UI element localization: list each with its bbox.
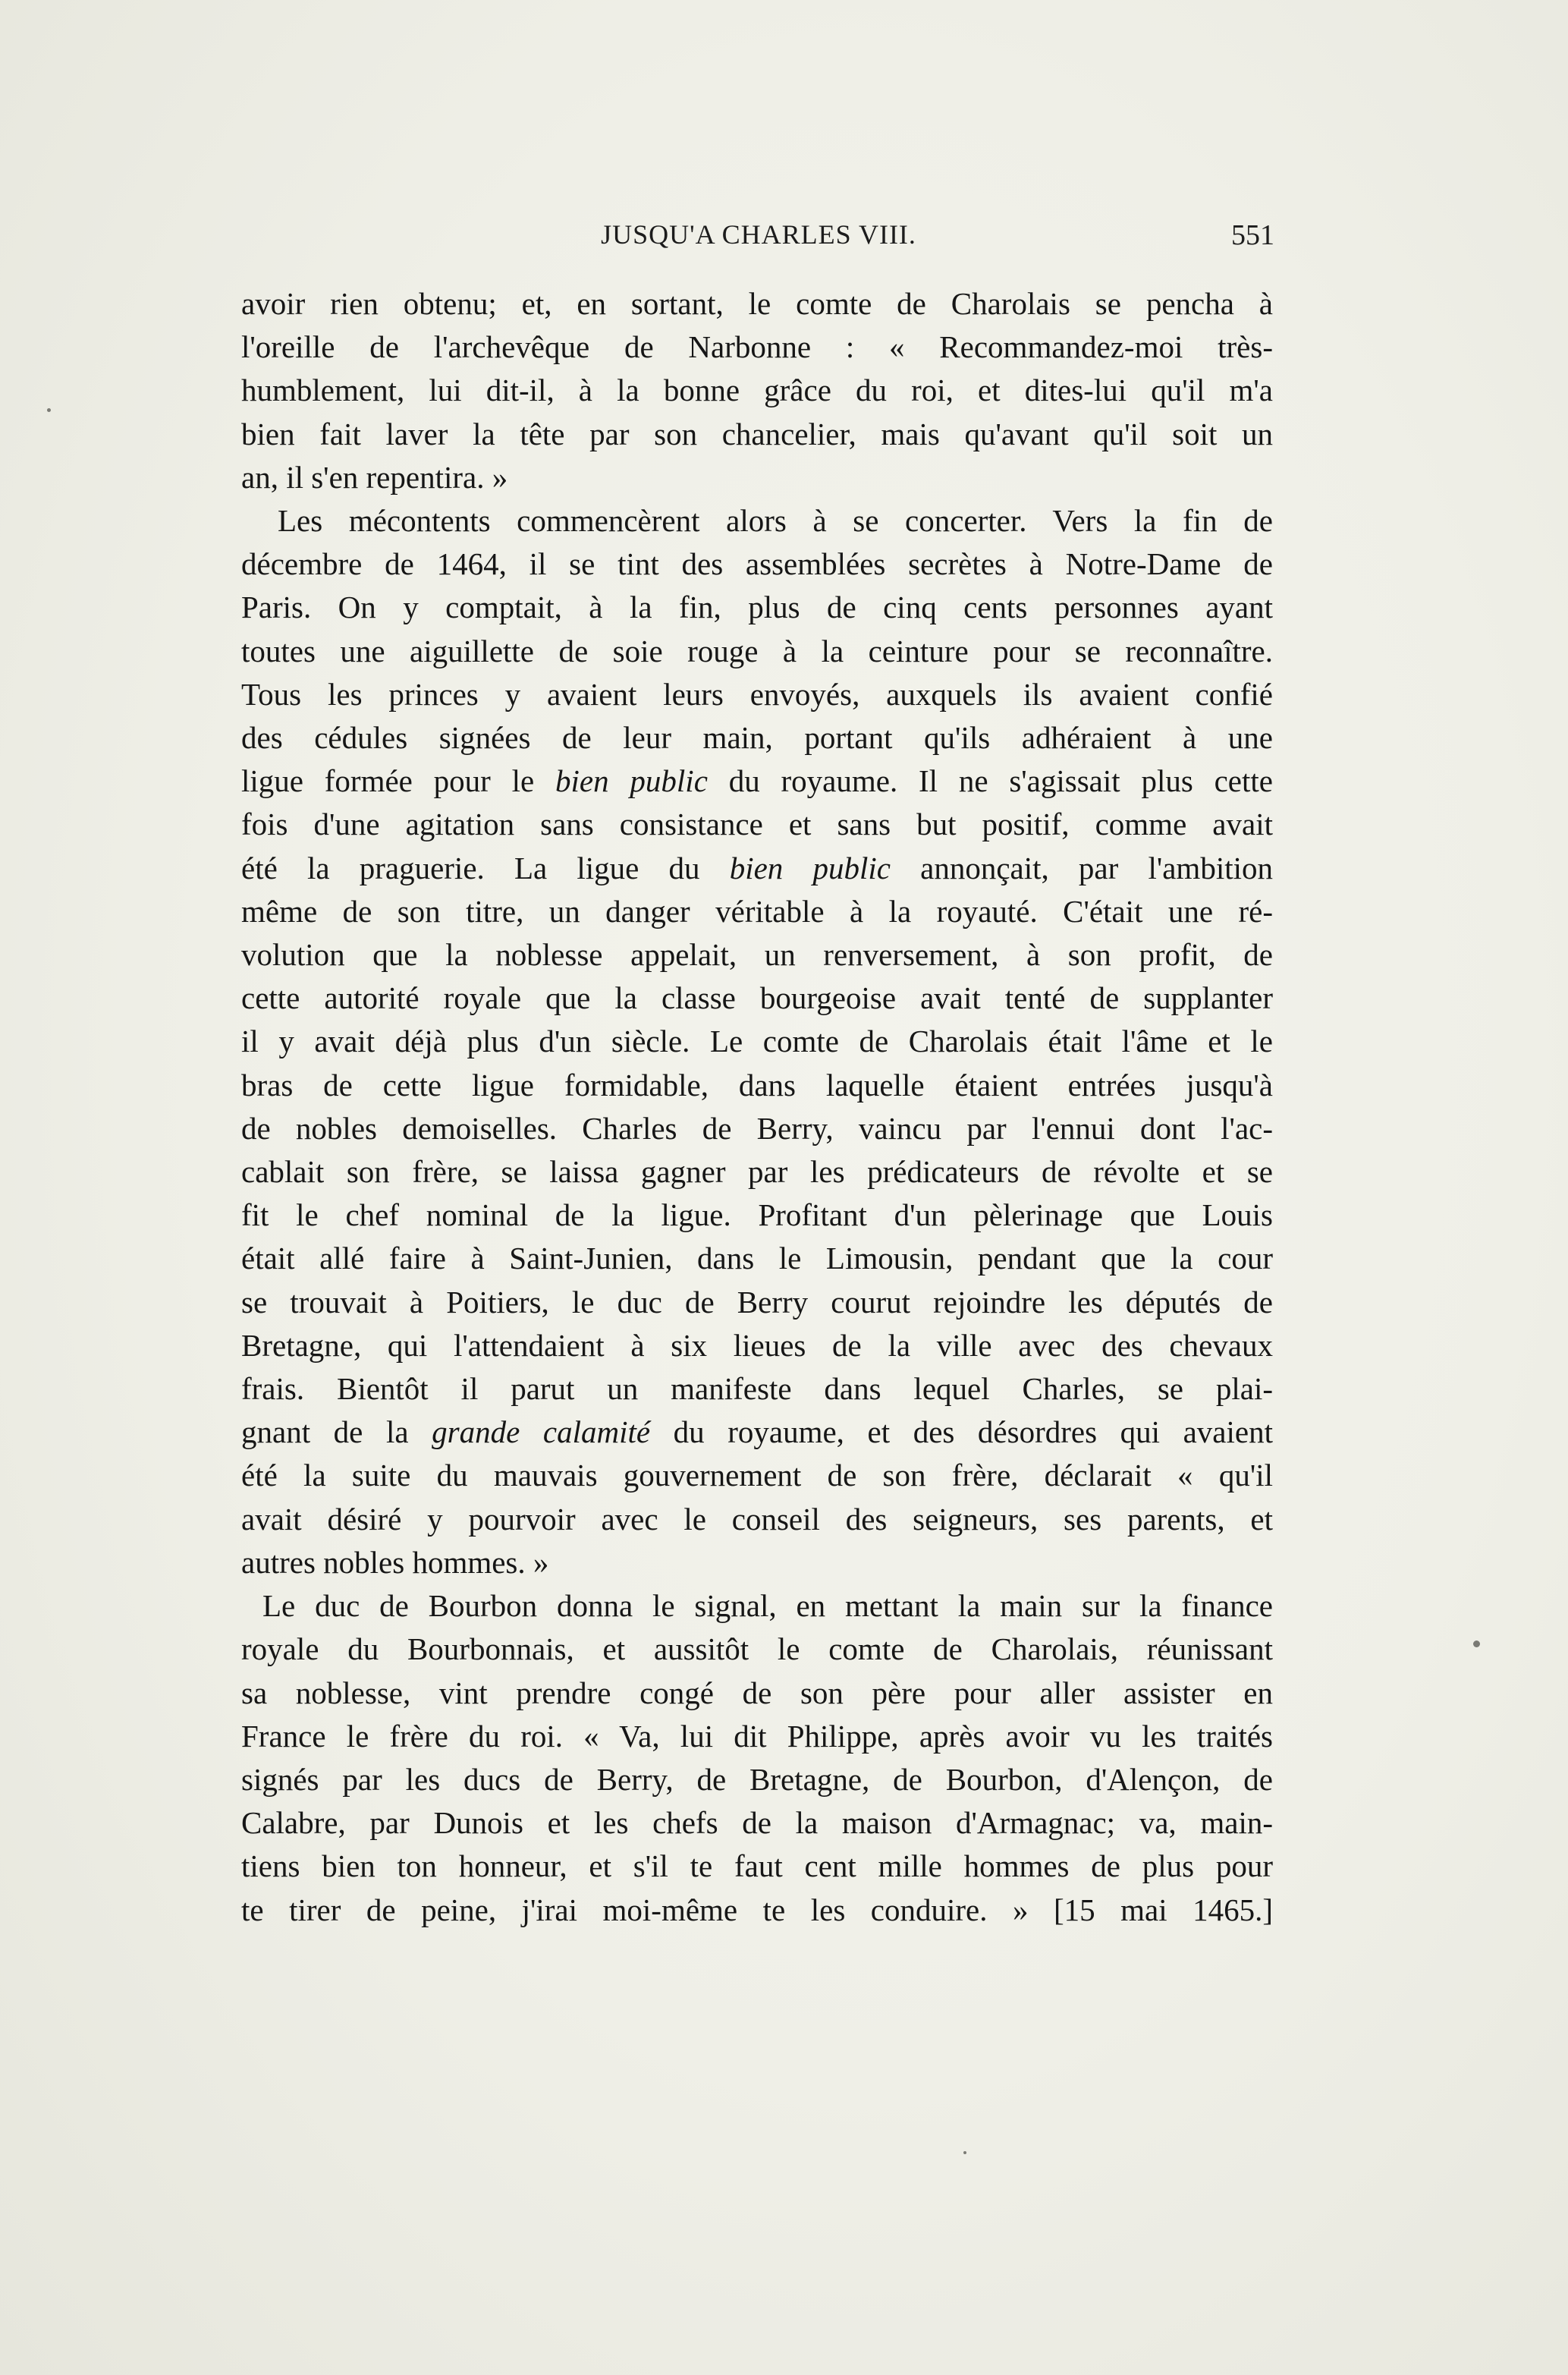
text-line: ligue formée pour le bien public du royaume. Il ne s'agissait plus cette <box>241 763 1273 799</box>
text-line: été la praguerie. La ligue du bien public annonçait, par l'ambition <box>241 850 1273 886</box>
page-number: 551 <box>1231 219 1274 251</box>
paper-speck <box>47 408 51 412</box>
text-line: signés par les ducs de Berry, de Bretagne, de Bourbon, d'Alençon, de <box>241 1761 1273 1797</box>
text-line: Tous les princes y avaient leurs envoyés, auxquels ils avaient confié <box>241 676 1273 712</box>
text-line: Calabre, par Dunois et les chefs de la maison d'Armagnac; va, main- <box>241 1805 1273 1841</box>
text-line: France le frère du roi. « Va, lui dit Philippe, après avoir vu les traités <box>241 1718 1273 1754</box>
italic-term: bien public <box>555 763 708 799</box>
running-title: JUSQU'A CHARLES VIII. <box>601 219 916 250</box>
text-line: était allé faire à Saint-Junien, dans le Limousin, pendant que la cour <box>241 1241 1273 1276</box>
text-line: Les mécontents commencèrent alors à se concerter. Vers la fin de <box>278 503 1273 539</box>
text-line: volution que la noblesse appelait, un renversement, à son profit, de <box>241 937 1273 973</box>
text-line: an, il s'en repentira. » <box>241 459 508 495</box>
text-line: gnant de la grande calamité du royaume, et des désordres qui avaient <box>241 1414 1273 1450</box>
paper-speck <box>1473 1640 1480 1647</box>
text-line: fit le chef nominal de la ligue. Profitant d'un pèlerinage que Louis <box>241 1197 1273 1233</box>
text-line: autres nobles hommes. » <box>241 1544 549 1580</box>
text-line: des cédules signées de leur main, portant qu'ils adhéraient à une <box>241 720 1273 756</box>
paragraph-3 <box>241 1584 1273 1932</box>
text-line: fois d'une agitation sans consistance et sans but positif, comme avait <box>241 807 1273 842</box>
text-line: cette autorité royale que la classe bourgeoise avait tenté de supplanter <box>241 980 1273 1016</box>
text-line: même de son titre, un danger véritable à la royauté. C'était une ré- <box>241 893 1273 929</box>
text-line: l'oreille de l'archevêque de Narbonne : « Recommandez-moi très- <box>241 329 1273 365</box>
italic-term: grande calamité <box>432 1414 651 1450</box>
text-line: avoir rien obtenu; et, en sortant, le comte de Charolais se pencha à <box>241 286 1273 321</box>
text-line: royale du Bourbonnais, et aussitôt le comte de Charolais, réunissant <box>241 1631 1273 1667</box>
text-line: il y avait déjà plus d'un siècle. Le comte de Charolais était l'âme et le <box>241 1024 1273 1059</box>
text-line: te tirer de peine, j'irai moi-même te les conduire. » [15 mai 1465.] <box>241 1892 1273 1927</box>
text-line: frais. Bientôt il parut un manifeste dans lequel Charles, se plai- <box>241 1371 1273 1407</box>
text-line: cablait son frère, se laissa gagner par les prédicateurs de révolte et se <box>241 1154 1273 1190</box>
text-line: humblement, lui dit-il, à la bonne grâce du roi, et dites-lui qu'il m'a <box>241 373 1273 408</box>
text-line: sa noblesse, vint prendre congé de son père pour aller assister en <box>241 1675 1273 1710</box>
text-line: été la suite du mauvais gouvernement de son frère, déclarait « qu'il <box>241 1458 1273 1493</box>
text-line: Paris. On y comptait, à la fin, plus de cinq cents personnes ayant <box>241 590 1273 625</box>
paper-speck <box>963 2151 966 2154</box>
text-line: avait désiré y pourvoir avec le conseil des seigneurs, ses parents, et <box>241 1501 1273 1537</box>
paragraph-1 <box>241 282 1273 499</box>
italic-term: bien public <box>729 850 891 886</box>
text-line: bras de cette ligue formidable, dans laquelle étaient entrées jusqu'à <box>241 1067 1273 1103</box>
text-line: tiens bien ton honneur, et s'il te faut cent mille hommes de plus pour <box>241 1848 1273 1884</box>
body-text <box>241 282 1273 1932</box>
text-line: se trouvait à Poitiers, le duc de Berry courut rejoindre les députés de <box>241 1284 1273 1320</box>
text-line: toutes une aiguillette de soie rouge à la ceinture pour se reconnaître. <box>241 633 1273 668</box>
running-head <box>243 219 1274 264</box>
text-line: de nobles demoiselles. Charles de Berry, vaincu par l'ennui dont l'ac- <box>241 1110 1273 1146</box>
text-line: décembre de 1464, il se tint des assemblées secrètes à Notre-Dame de <box>241 546 1273 582</box>
paragraph-2 <box>241 499 1273 1584</box>
text-line: Bretagne, qui l'attendaient à six lieues de la ville avec des chevaux <box>241 1327 1273 1363</box>
text-line: Le duc de Bourbon donna le signal, en mettant la main sur la finance <box>262 1588 1273 1624</box>
text-line: bien fait laver la tête par son chancelier, mais qu'avant qu'il soit un <box>241 416 1273 451</box>
